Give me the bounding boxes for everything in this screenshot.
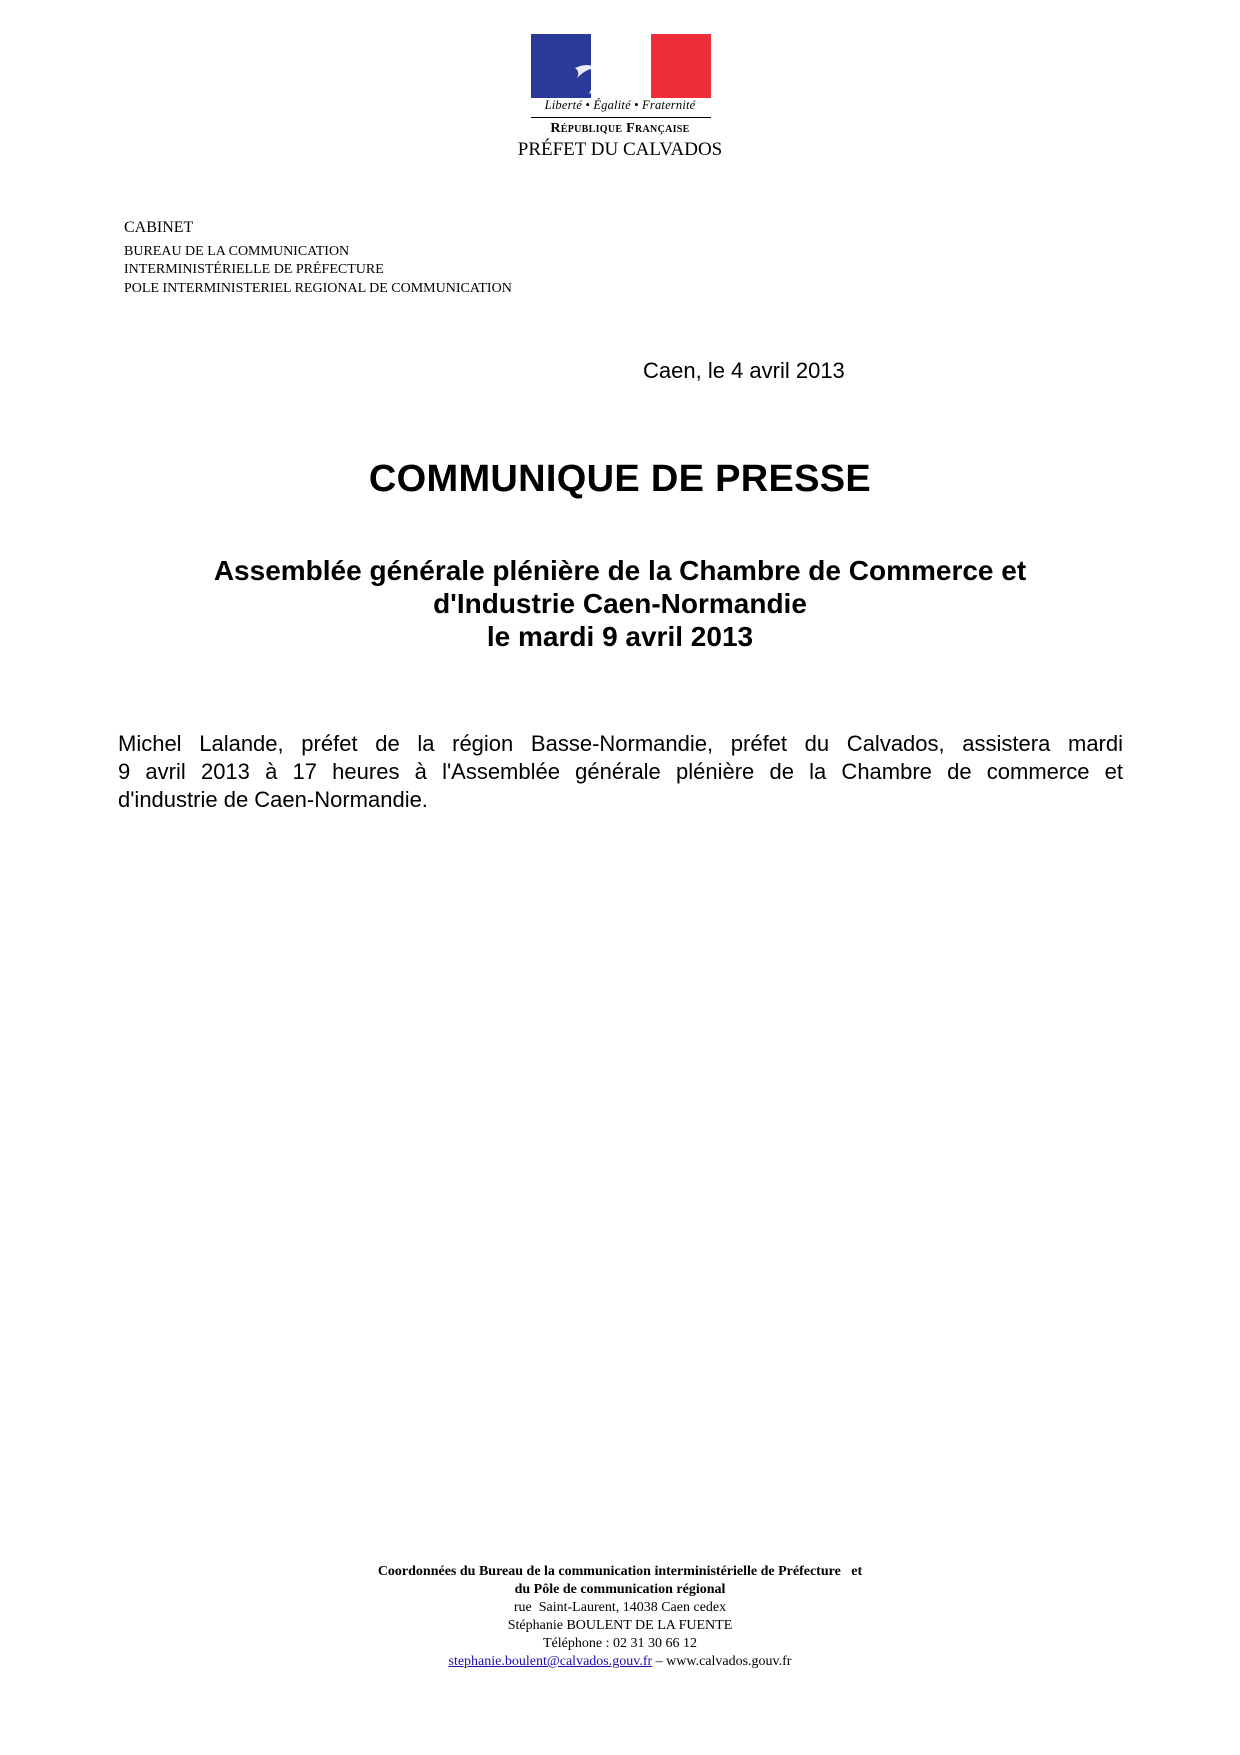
prefet-label: PRÉFET DU CALVADOS	[517, 139, 723, 160]
marianne-flag-icon	[531, 34, 711, 98]
footer-contact-name: Stéphanie BOULENT DE LA FUENTE	[507, 1618, 733, 1633]
page-title: COMMUNIQUE DE PRESSE	[368, 458, 872, 500]
footer-links	[0, 1653, 1240, 1671]
footer-address: rue Saint-Laurent, 14038 Caen cedex	[513, 1600, 727, 1615]
subtitle-line: d'Industrie Caen-Normandie	[433, 588, 807, 619]
footer-phone: Téléphone : 02 31 30 66 12	[543, 1636, 697, 1651]
body-line: 9 avril 2013 à 17 heures à l'Assemblée générale plénière de la Chambre de commerce et	[118, 759, 1123, 784]
subtitle-line: le mardi 9 avril 2013	[486, 621, 754, 652]
press-body	[118, 730, 1123, 814]
motto-divider	[531, 117, 711, 118]
document-date: Caen, le 4 avril 2013	[643, 358, 845, 383]
body-line: Michel Lalande, préfet de la région Basse-Normandie, préfet du Calvados, assistera mardi	[118, 731, 1123, 756]
service-line-2: INTERMINISTÉRIELLE DE PRÉFECTURE	[124, 262, 384, 277]
service-line-1: BUREAU DE LA COMMUNICATION	[124, 244, 350, 259]
republique-francaise-label: République Française	[550, 121, 690, 136]
footer-heading-line-2: du Pôle de communication régional	[514, 1582, 726, 1597]
website-text: www.calvados.gouv.fr	[666, 1654, 792, 1669]
service-line-3: POLE INTERMINISTERIEL REGIONAL DE COMMUNICATION	[124, 281, 512, 296]
republic-motto: Liberté • Égalité • Fraternité	[544, 98, 696, 112]
flag-red-band	[651, 34, 711, 98]
email-link[interactable]: stephanie.boulent@calvados.gouv.fr	[448, 1654, 653, 1669]
press-subtitle	[0, 554, 1240, 653]
subtitle-line: Assemblée générale plénière de la Chambre de Commerce et	[213, 555, 1027, 586]
footer-separator: –	[652, 1654, 667, 1669]
contact-footer	[0, 1563, 1240, 1671]
body-line: d'industrie de Caen-Normandie.	[118, 787, 428, 812]
footer-heading-line-1: Coordonnées du Bureau de la communication interministérielle de Préfecture et	[377, 1564, 863, 1579]
cabinet-label: CABINET	[124, 219, 194, 236]
